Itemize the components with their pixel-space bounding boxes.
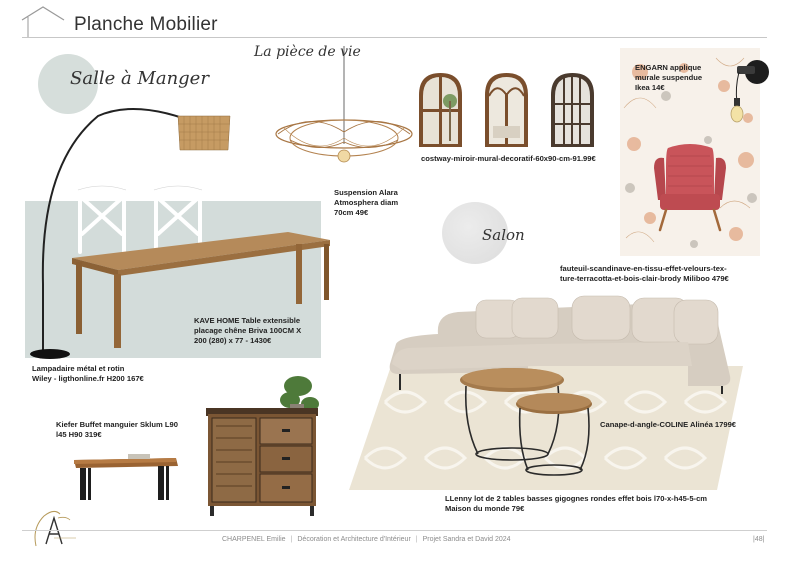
pendant-caption — [334, 188, 398, 218]
wall-sconce-image — [723, 58, 769, 128]
caption-line: KAVE HOME Table extensible — [194, 316, 301, 325]
bench-caption — [56, 420, 178, 440]
page-title: Planche Mobilier — [74, 14, 218, 35]
caption-line: Canape-d-angle-COLINE Alinéa 1799€ — [600, 420, 737, 429]
caption-line: ture-terracotta-et-bois-clair-brody Miliboo 479€ — [560, 274, 729, 283]
mirror-image-2 — [483, 71, 530, 149]
floor-lamp-caption — [32, 364, 144, 384]
footer-profession: Décoration et Architecture d'Intérieur — [297, 536, 411, 543]
caption-line: Ikea 14€ — [635, 83, 665, 92]
footer-author: CHARPENEL Emilie — [222, 536, 286, 543]
sideboard-image — [202, 374, 326, 518]
footer-credits: CHARPENEL Emilie | Décoration et Architecture d'Intérieur | Projet Sandra et David 2024 — [222, 536, 511, 543]
section-salon-label: Salon — [482, 226, 525, 244]
header-divider — [22, 37, 767, 38]
sofa-caption — [600, 420, 736, 430]
caption-line: 70cm 49€ — [334, 208, 369, 217]
caption-line: LLenny lot de 2 tables basses gigognes rondes effet bois l70-x-h45-5-cm — [445, 494, 708, 503]
coffee-tables-image — [458, 366, 594, 478]
armchair-caption — [560, 264, 729, 284]
bench-image — [72, 452, 180, 504]
page-number: |48| — [753, 536, 765, 543]
designer-logo-icon — [30, 508, 80, 548]
coffee-tables-caption — [445, 494, 707, 514]
dining-table-caption — [194, 316, 301, 346]
caption-line: murale suspendue — [635, 73, 703, 82]
caption-line: ENGARN applique — [635, 63, 702, 72]
sconce-caption — [635, 63, 702, 93]
pendant-lamp-image — [270, 46, 416, 174]
footer-project: Projet Sandra et David 2024 — [422, 536, 511, 543]
caption-line: placage chêne Briva 100CM X — [194, 326, 302, 335]
mirror-image-1 — [417, 71, 464, 149]
caption-line: Wiley - ligthonline.fr H200 167€ — [32, 374, 144, 383]
caption-line: costway-miroir-mural-decoratif-60x90-cm-91.99€ — [421, 154, 596, 163]
caption-line: Kiefer Buffet manguier Sklum L90 — [56, 420, 178, 429]
caption-line: Suspension Alara — [334, 188, 398, 197]
caption-line: 200 (280) x 77 - 1430€ — [194, 336, 272, 345]
footer-divider — [22, 530, 767, 531]
mirror-caption — [421, 154, 596, 164]
caption-line: fauteuil-scandinave-en-tissu-effet-velours-tex- — [560, 264, 727, 273]
caption-line: Atmosphera diam — [334, 198, 399, 207]
house-logo-icon — [20, 4, 66, 38]
section-piece-label: La pièce de vie — [254, 44, 361, 60]
mirror-image-3 — [549, 71, 596, 149]
caption-line: Maison du monde 79€ — [445, 504, 525, 513]
section-salle-label: Salle à Manger — [70, 68, 209, 89]
caption-line: l45 H90 319€ — [56, 430, 102, 439]
caption-line: Lampadaire métal et rotin — [32, 364, 125, 373]
